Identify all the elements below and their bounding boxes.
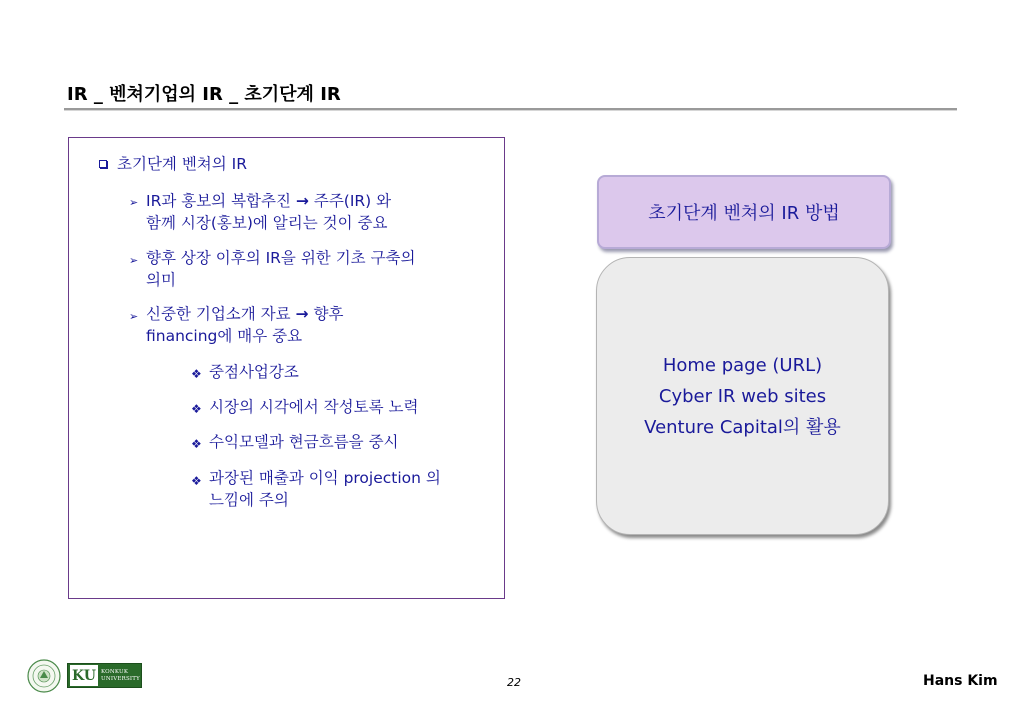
right-arrow-icon: →: [295, 192, 309, 210]
diamond-bullet-icon: ❖: [191, 437, 202, 451]
point-3-line-2: financing에 매우 중요: [146, 327, 303, 345]
sub-point-2: 시장의 시각에서 작성토록 노력: [209, 398, 419, 416]
logo-mark: KU: [70, 665, 98, 686]
point-1-text-a: IR과 홍보의 복합추진: [146, 192, 296, 210]
point-1-line-1: [146, 190, 391, 212]
diamond-bullet-icon: ❖: [191, 402, 202, 416]
point-3-text-b: 향후: [308, 305, 344, 323]
university-logo: [67, 663, 142, 688]
sub-point-1: 중점사업강조: [209, 363, 299, 381]
point-3-line-1: [146, 303, 343, 325]
method-label: 초기단계 벤쳐의 IR 방법: [648, 203, 840, 224]
arrowhead-bullet-icon: ➢: [129, 254, 139, 267]
point-1-line-2: 함께 시장(홍보)에 알리는 것이 중요: [146, 214, 388, 232]
arrowhead-bullet-icon: ➢: [129, 310, 139, 323]
method-item: Venture Capital의 활용: [644, 416, 841, 438]
sub-point-4-line-1: 과장된 매출과 이익 projection 의: [209, 469, 441, 487]
method-item: Cyber IR web sites: [658, 385, 827, 407]
methods-box: [596, 257, 889, 535]
sub-point-4-line-2: 느낌에 주의: [209, 491, 289, 509]
point-1-text-b: 주주(IR) 와: [308, 192, 392, 210]
content-heading: 초기단계 벤쳐의 IR: [117, 155, 248, 173]
logo-text-line-2: UNIVERSITY: [101, 675, 140, 682]
method-label-box: [597, 175, 891, 249]
slide-title: IR _ 벤쳐기업의 IR _ 초기단계 IR: [67, 84, 341, 105]
diamond-bullet-icon: ❖: [191, 474, 202, 488]
sub-point-3: 수익모델과 현금흐름을 중시: [209, 433, 399, 451]
square-bullet-icon: [99, 160, 107, 168]
author-name: Hans Kim: [923, 673, 998, 689]
university-seal-icon: [27, 659, 61, 693]
diamond-bullet-icon: ❖: [191, 367, 202, 381]
point-2-line-1: 향후 상장 이후의 IR을 위한 기초 구축의: [146, 249, 416, 267]
method-item: Home page (URL): [662, 354, 823, 376]
logo-text: [101, 669, 140, 683]
point-3-text-a: 신중한 기업소개 자료: [146, 305, 296, 323]
logo-text-line-1: KONKUK: [101, 668, 129, 675]
page-number: 22: [507, 676, 521, 689]
title-divider: [64, 108, 957, 110]
point-2-line-2: 의미: [146, 271, 176, 289]
arrowhead-bullet-icon: ➢: [129, 196, 139, 209]
right-arrow-icon: →: [295, 305, 309, 323]
